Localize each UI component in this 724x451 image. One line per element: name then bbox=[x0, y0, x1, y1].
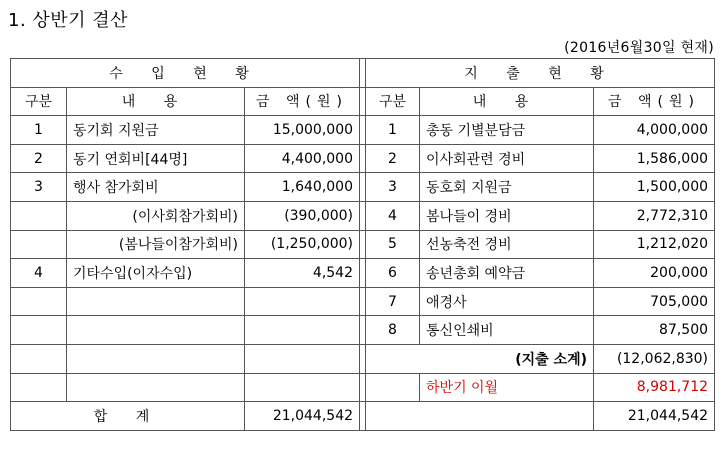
income-item: 동기회 지원금 bbox=[67, 116, 245, 145]
income-amount bbox=[245, 316, 360, 345]
expense-total-amount: 21,044,542 bbox=[594, 402, 715, 431]
table-row bbox=[11, 287, 715, 316]
income-no: 3 bbox=[11, 173, 67, 202]
expense-no: 7 bbox=[366, 287, 420, 316]
expense-header-amount: 금 액(원) bbox=[594, 87, 715, 116]
expense-item: 동호회 지원금 bbox=[420, 173, 594, 202]
income-no bbox=[11, 201, 67, 230]
expense-amount: 2,772,310 bbox=[594, 201, 715, 230]
income-item bbox=[67, 344, 245, 373]
table-row bbox=[11, 259, 715, 288]
expense-item: 이사회관련 경비 bbox=[420, 144, 594, 173]
income-item: (봄나들이참가회비) bbox=[67, 230, 245, 259]
column-header-row bbox=[11, 87, 715, 116]
income-item: 행사 참가회비 bbox=[67, 173, 245, 202]
income-item: 기타수입(이자수입) bbox=[67, 259, 245, 288]
income-item bbox=[67, 373, 245, 402]
income-header-item: 내 용 bbox=[67, 87, 245, 116]
expense-amount: 1,500,000 bbox=[594, 173, 715, 202]
expense-item: 선농축전 경비 bbox=[420, 230, 594, 259]
expense-item: 총동 기별분담금 bbox=[420, 116, 594, 145]
income-header-amount: 금 액(원) bbox=[245, 87, 360, 116]
table-row bbox=[11, 144, 715, 173]
total-row bbox=[11, 402, 715, 431]
section-header-row bbox=[11, 59, 715, 88]
expense-no: 1 bbox=[366, 116, 420, 145]
expense-subtotal-label: (지출 소계) bbox=[366, 344, 594, 373]
income-no bbox=[11, 373, 67, 402]
income-header-no: 구분 bbox=[11, 87, 67, 116]
expense-total-empty bbox=[366, 402, 594, 431]
expense-no: 3 bbox=[366, 173, 420, 202]
carryover-row bbox=[11, 373, 715, 402]
expense-amount: 200,000 bbox=[594, 259, 715, 288]
expense-item: 송년총회 예약금 bbox=[420, 259, 594, 288]
expense-section-title: 지 출 현 황 bbox=[366, 59, 715, 88]
table-row bbox=[11, 201, 715, 230]
income-amount: (390,000) bbox=[245, 201, 360, 230]
income-amount: 4,400,000 bbox=[245, 144, 360, 173]
settlement-table bbox=[10, 58, 715, 431]
income-item: 동기 연회비[44명] bbox=[67, 144, 245, 173]
expense-amount: 1,212,020 bbox=[594, 230, 715, 259]
expense-amount: 4,000,000 bbox=[594, 116, 715, 145]
expense-header-item: 내 용 bbox=[420, 87, 594, 116]
expense-item: 애경사 bbox=[420, 287, 594, 316]
table-row bbox=[11, 116, 715, 145]
income-item bbox=[67, 287, 245, 316]
income-total-amount: 21,044,542 bbox=[245, 402, 360, 431]
expense-item: 봄나들이 경비 bbox=[420, 201, 594, 230]
expense-no-empty bbox=[366, 373, 420, 402]
carryover-amount: 8,981,712 bbox=[594, 373, 715, 402]
income-total-label: 합 계 bbox=[11, 402, 245, 431]
expense-no: 8 bbox=[366, 316, 420, 345]
expense-no: 6 bbox=[366, 259, 420, 288]
expense-no: 4 bbox=[366, 201, 420, 230]
expense-amount: 1,586,000 bbox=[594, 144, 715, 173]
expense-amount: 705,000 bbox=[594, 287, 715, 316]
income-amount bbox=[245, 373, 360, 402]
income-amount bbox=[245, 344, 360, 373]
expense-header-no: 구분 bbox=[366, 87, 420, 116]
income-amount: 15,000,000 bbox=[245, 116, 360, 145]
table-row bbox=[11, 173, 715, 202]
table-row bbox=[11, 230, 715, 259]
income-section-title: 수 입 현 황 bbox=[11, 59, 360, 88]
income-no: 2 bbox=[11, 144, 67, 173]
income-no bbox=[11, 287, 67, 316]
income-item: (이사회참가회비) bbox=[67, 201, 245, 230]
expense-subtotal-amount: (12,062,830) bbox=[594, 344, 715, 373]
income-amount: (1,250,000) bbox=[245, 230, 360, 259]
table-row bbox=[11, 316, 715, 345]
income-no: 4 bbox=[11, 259, 67, 288]
income-no bbox=[11, 230, 67, 259]
income-amount: 4,542 bbox=[245, 259, 360, 288]
carryover-label: 하반기 이월 bbox=[420, 373, 594, 402]
expense-no: 5 bbox=[366, 230, 420, 259]
income-no: 1 bbox=[11, 116, 67, 145]
as-of-date: (2016년6월30일 현재) bbox=[564, 40, 714, 56]
expense-no: 2 bbox=[366, 144, 420, 173]
income-amount: 1,640,000 bbox=[245, 173, 360, 202]
expense-item: 통신인쇄비 bbox=[420, 316, 594, 345]
subtotal-row bbox=[11, 344, 715, 373]
page-title: 1. 상반기 결산 bbox=[8, 10, 129, 31]
expense-amount: 87,500 bbox=[594, 316, 715, 345]
income-amount bbox=[245, 287, 360, 316]
income-item bbox=[67, 316, 245, 345]
income-no bbox=[11, 316, 67, 345]
income-no bbox=[11, 344, 67, 373]
